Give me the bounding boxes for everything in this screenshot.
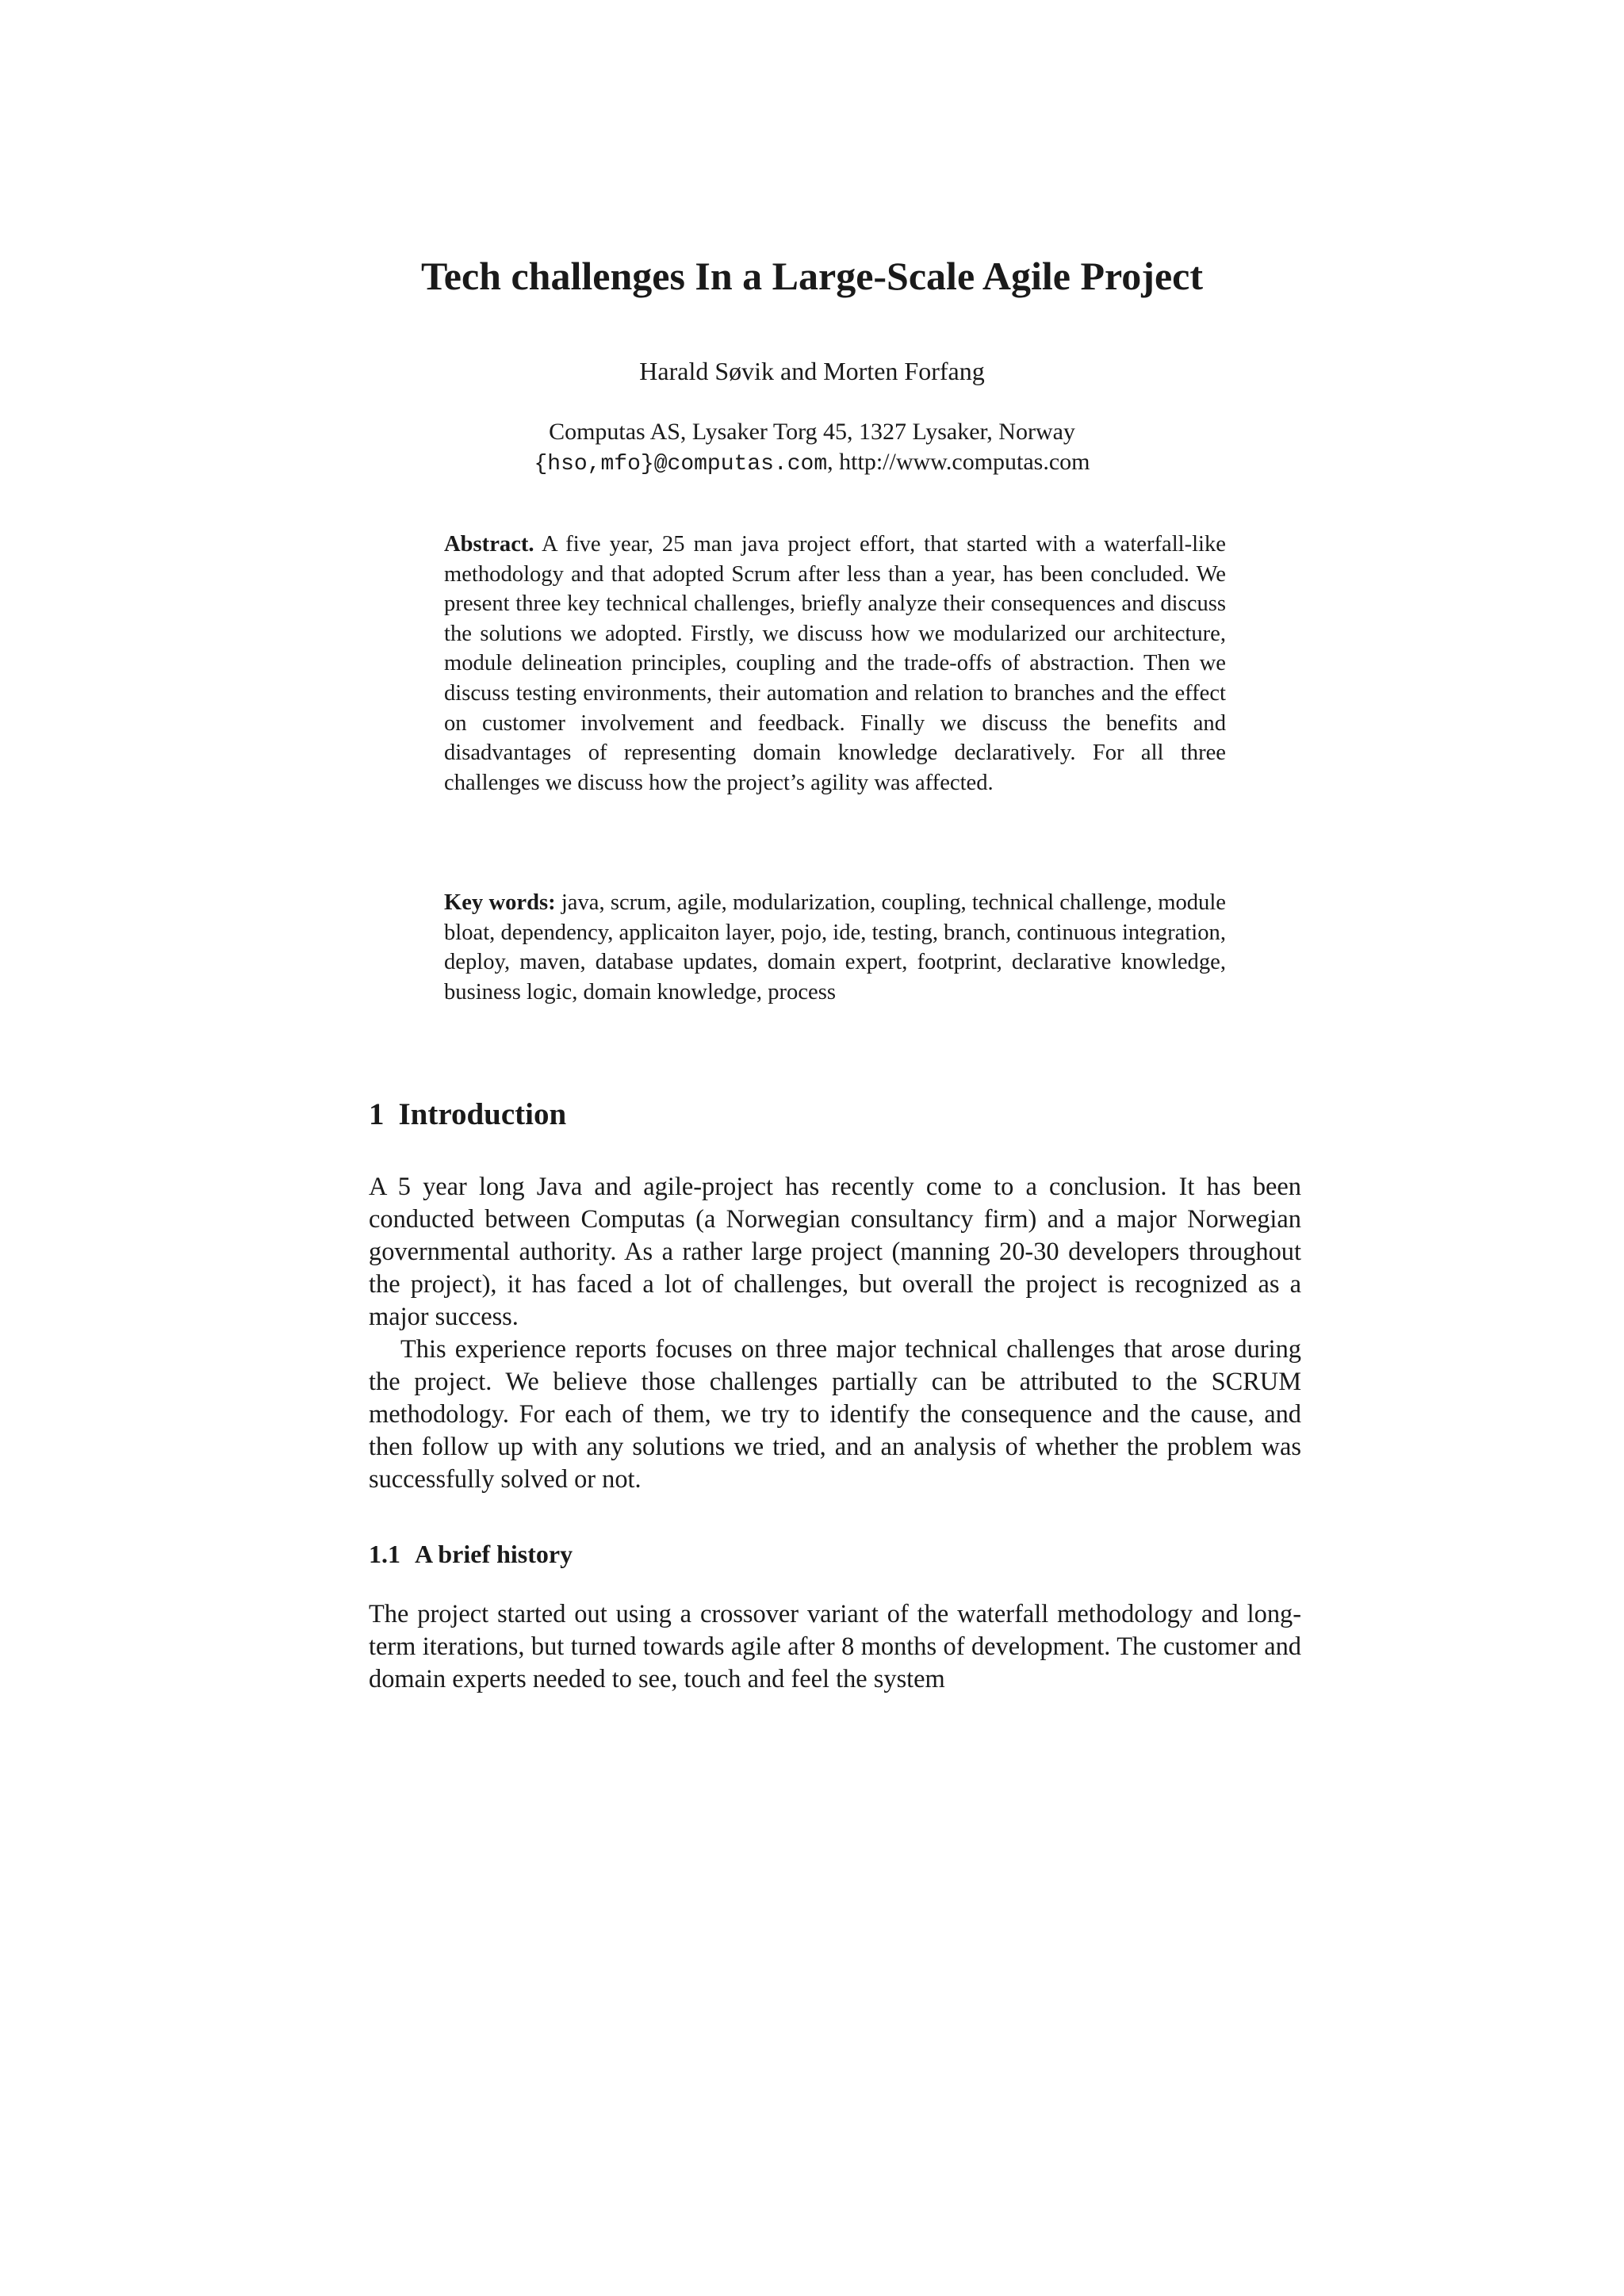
section-number: 1 [369, 1097, 385, 1131]
website-url: http://www.computas.com [839, 449, 1090, 475]
abstract [444, 530, 1226, 798]
contact-line [0, 447, 1624, 480]
subsection-title: A brief history [415, 1540, 573, 1568]
keywords-text: java, scrum, agile, modularization, coupling, technical challenge, module bloat, dependency, applicaiton layer, pojo, ide, testing, branch, continuous integration, deploy, maven, database updates, domain expert, footprint, declarative knowledge, business logic, domain knowledge, process [444, 890, 1226, 1004]
contact-separator: , [827, 449, 840, 475]
subsection-number: 1.1 [369, 1540, 400, 1568]
history-paragraph-1: The project started out using a crossover variant of the waterfall methodology and long-term iterations, but turned towards agile after 8 months of development. The customer and domain experts needed to see, touch and feel the system [369, 1600, 1301, 1693]
intro-paragraph-2: This experience reports focuses on three major technical challenges that arose during the project. We believe those challenges partially can be attributed to the SCRUM methodology. For each of them, we try to identify the consequence and the cause, and then follow up with any solutions we tried, and an analysis of whether the problem was successfully solved or not. [369, 1335, 1301, 1494]
section-title: Introduction [398, 1097, 567, 1131]
author-affiliation-block [0, 417, 1624, 480]
intro-paragraph-1: A 5 year long Java and agile-project has recently come to a conclusion. It has been conducted between Computas (a Norwegian consultancy firm) and a major Norwegian governmental authority. As a rather large project (manning 20-30 developers throughout the project), it has faced a lot of challenges, but overall the project is recognized as a major success. [369, 1173, 1301, 1331]
paper-title: Tech challenges In a Large-Scale Agile Project [421, 254, 1203, 298]
subsection-heading-brief-history [369, 1538, 573, 1570]
keywords [444, 888, 1226, 1007]
email-address: {hso,mfo}@computas.com [534, 452, 828, 476]
abstract-text: A five year, 25 man java project effort, that started with a waterfall-like methodology and that adopted Scrum after less than a year, has been concluded. We present three key technical challenges, briefly analyze their consequences and discuss the solutions we adopted. Firstly, we discuss how we modularized our architecture, module delineation principles, coupling and the trade-offs of abstraction. Then we discuss testing environments, their automation and relation to branches and the effect on customer involvement and feedback. Finally we discuss the benefits and disadvantages of representing domain knowledge declaratively. For all three challenges we discuss how the project’s agility was affected. [444, 532, 1226, 795]
paper-authors: Harald Søvik and Morten Forfang [639, 357, 985, 385]
section-heading-introduction [369, 1096, 566, 1134]
affiliation-line: Computas AS, Lysaker Torg 45, 1327 Lysaker, Norway [549, 419, 1075, 445]
keywords-label: Key words: [444, 890, 556, 915]
abstract-label: Abstract. [444, 532, 534, 557]
